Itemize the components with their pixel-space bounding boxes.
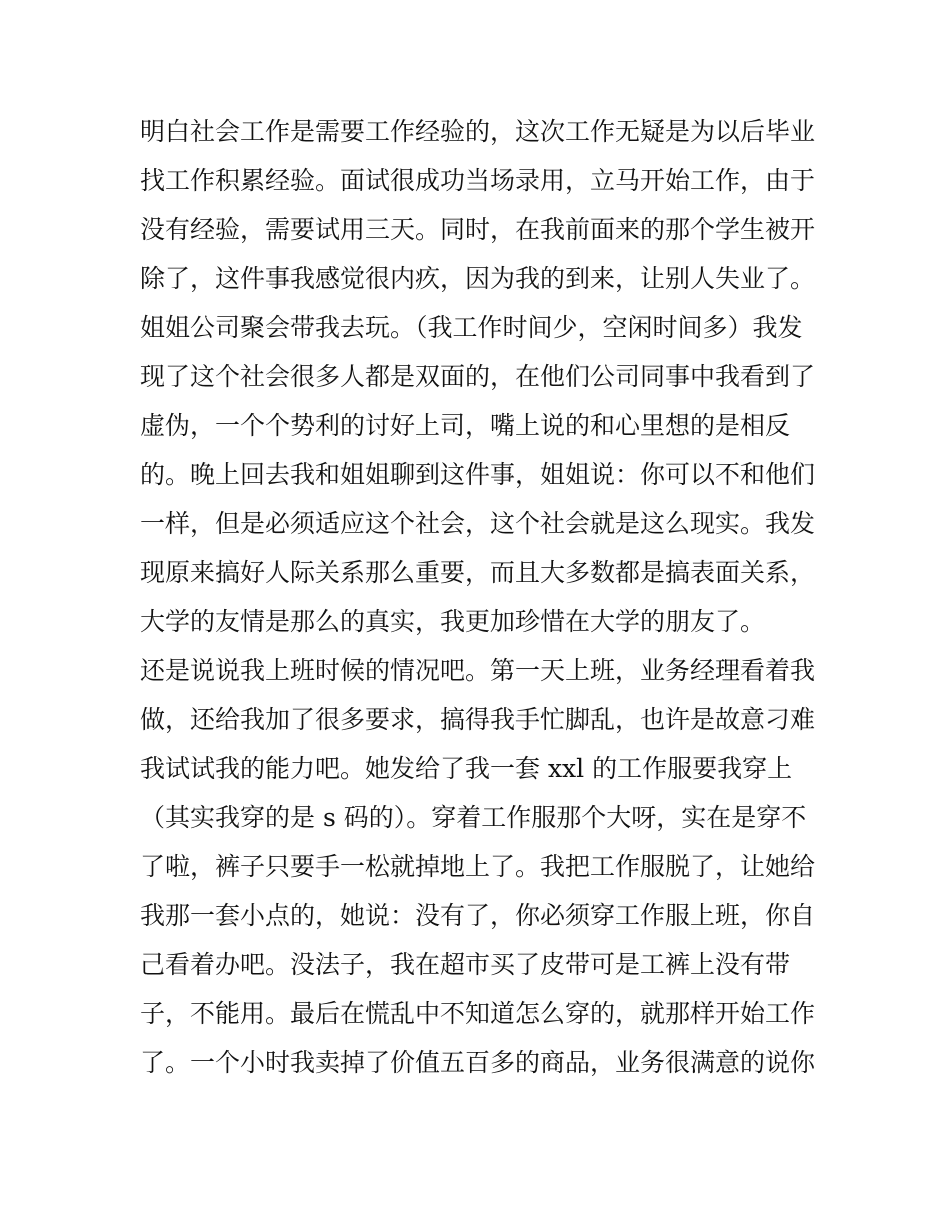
text-line: 我那一套小点的，她说：没有了，你必须穿工作服上班，你自 xyxy=(140,901,816,930)
text-line: 还是说说我上班时候的情况吧。第一天上班，业务经理看着我 xyxy=(140,656,816,685)
text-line: 姐姐公司聚会带我去玩。（我工作时间少，空闲时间多）我发 xyxy=(140,313,803,342)
text-line: 了啦，裤子只要手一松就掉地上了。我把工作服脱了，让她给 xyxy=(140,852,816,881)
text-line: 虚伪，一个个势利的讨好上司，嘴上说的和心里想的是相反 xyxy=(140,411,791,440)
text-line: 做，还给我加了很多要求，搞得我手忙脚乱，也许是故意刁难 xyxy=(140,705,816,734)
text-line: 明白社会工作是需要工作经验的，这次工作无疑是为以后毕业 xyxy=(140,117,816,146)
text-line: 除了，这件事我感觉很内疚，因为我的到来，让别人失业了。 xyxy=(140,264,816,293)
text-line: 大学的友情是那么的真实，我更加珍惜在大学的朋友了。 xyxy=(140,607,766,636)
text-line: 现原来搞好人际关系那么重要，而且大多数都是搞表面关系， xyxy=(140,558,816,587)
text-line: 没有经验，需要试用三天。同时，在我前面来的那个学生被开 xyxy=(140,215,816,244)
text-line: 了。一个小时我卖掉了价值五百多的商品，业务很满意的说你 xyxy=(140,1048,816,1077)
text-line: 找工作积累经验。面试很成功当场录用，立马开始工作，由于 xyxy=(140,166,816,195)
text-line: 现了这个社会很多人都是双面的，在他们公司同事中我看到了 xyxy=(140,362,816,391)
text-line: 己看着办吧。没法子，我在超市买了皮带可是工裤上没有带 xyxy=(140,950,791,979)
text-line: 的。晚上回去我和姐姐聊到这件事，姐姐说：你可以不和他们 xyxy=(140,460,816,489)
body-text xyxy=(140,107,820,1087)
text-line: 我试试我的能力吧。她发给了我一套 xxl 的工作服要我穿上 xyxy=(140,754,793,783)
text-line: （其实我穿的是 s 码的）。穿着工作服那个大呀，实在是穿不 xyxy=(140,803,807,832)
text-line: 子，不能用。最后在慌乱中不知道怎么穿的，就那样开始工作 xyxy=(140,999,816,1028)
text-line: 一样，但是必须适应这个社会，这个社会就是这么现实。我发 xyxy=(140,509,816,538)
